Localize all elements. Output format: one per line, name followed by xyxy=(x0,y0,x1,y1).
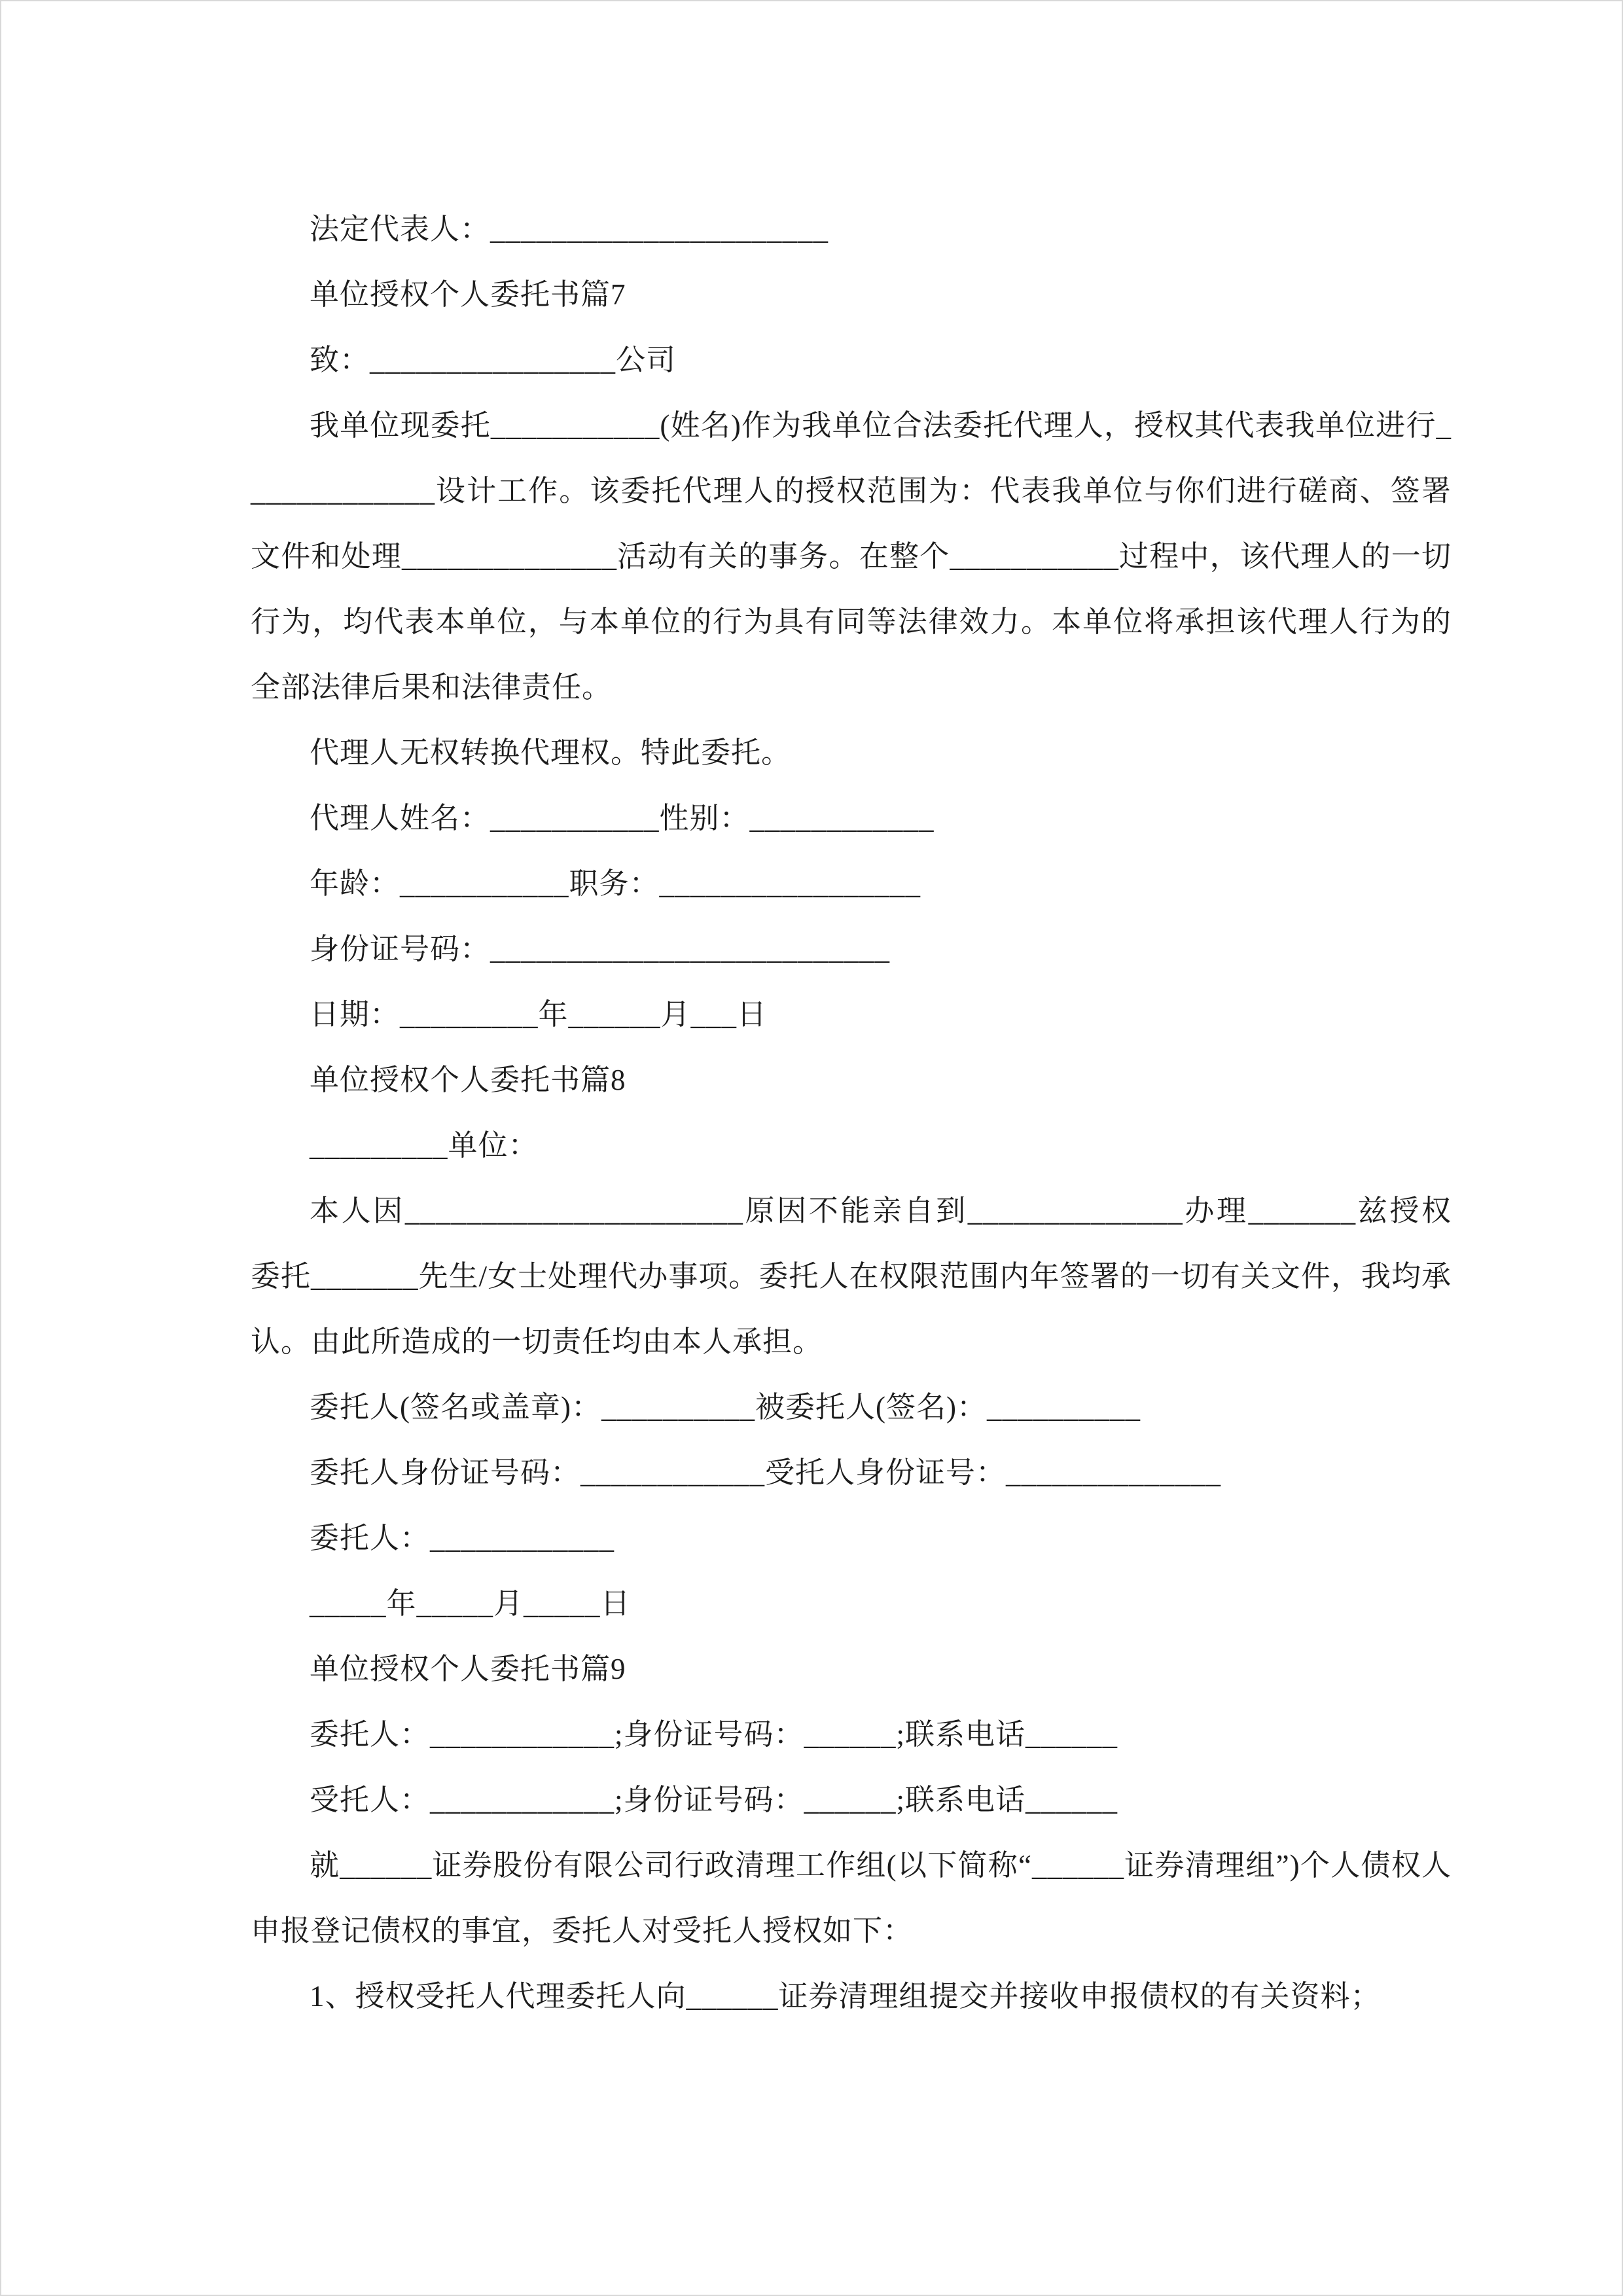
date-line-part-8: _____年_____月_____日 xyxy=(310,1587,631,1620)
date-line-part-7: 日期：_________年______月___日 xyxy=(310,998,768,1031)
securities-liquidation-intro: 就______证券股份有限公司行政清理工作组(以下简称“______证券清理组”)个人债权人申报登记债权的事宜，委托人对受托人授权如下： xyxy=(251,1849,1452,1947)
principal-line: 委托人：____________ xyxy=(310,1522,615,1554)
principal-agent-id-line: 委托人身份证号码：____________受托人身份证号：______________ xyxy=(310,1456,1222,1489)
section-title-part-7: 单位授权个人委托书篇7 xyxy=(310,278,626,311)
authorization-body-part-7: 我单位现委托___________(姓名)作为我单位合法委托代理人，授权其代表我单位进行_____________设计工作。该委托代理人的授权范围为：代表我单位与你们进行磋商、签署文件和处理______________活动有关的事务。在整个___________过程中，该代理人的一切行为，均代表本单位，与本单位的行为具有同等法律效力。本单位将承担该代理人行为的全部法律后果和法律责任。 xyxy=(251,409,1452,704)
section-title-part-8: 单位授权个人委托书篇8 xyxy=(310,1064,626,1096)
id-number-line: 身份证号码：__________________________ xyxy=(310,933,891,965)
legal-representative-line: 法定代表人：______________________ xyxy=(310,213,829,245)
age-position-line: 年龄：___________职务：_________________ xyxy=(310,867,921,900)
principal-contact-line: 委托人：____________;身份证号码：______;联系电话______ xyxy=(310,1718,1118,1751)
unit-salutation-line: _________单位： xyxy=(310,1129,539,1162)
principal-agent-signature-line: 委托人(签名或盖章)：__________被委托人(签名)：__________ xyxy=(310,1391,1141,1424)
to-company-line: 致：________________公司 xyxy=(310,344,677,376)
no-subdelegation-line: 代理人无权转换代理权。特此委托。 xyxy=(310,736,792,769)
document-body xyxy=(251,196,1452,2029)
authorization-body-part-8: 本人因______________________原因不能亲自到______________办理_______兹授权委托_______先生/女士处理代办事项。委托人在权限范围内年签署的一切有关文件，我均承认。由此所造成的一切责任均由本人承担。 xyxy=(251,1194,1452,1358)
section-title-part-9: 单位授权个人委托书篇9 xyxy=(310,1653,626,1685)
agent-name-gender-line: 代理人姓名：___________性别：____________ xyxy=(310,802,935,834)
authorization-item-1: 1、授权受托人代理委托人向______证券清理组提交并接收申报债权的有关资料； xyxy=(310,1980,1381,2013)
trustee-contact-line: 受托人：____________;身份证号码：______;联系电话______ xyxy=(310,1784,1118,1816)
